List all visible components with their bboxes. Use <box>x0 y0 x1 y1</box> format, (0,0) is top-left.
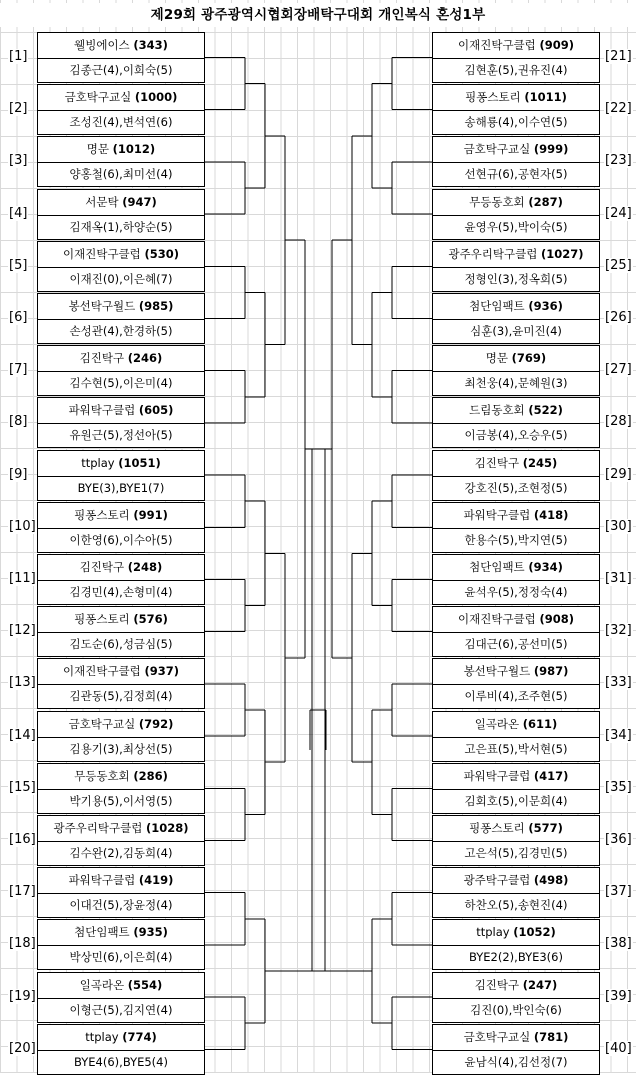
club-label: 무등동호회 <box>74 768 134 783</box>
club-label: 명문 <box>485 351 512 366</box>
entry-box <box>37 189 205 240</box>
club-name <box>433 137 599 162</box>
club-label: 파워탁구클럽 <box>68 403 139 418</box>
seed-label: [22] <box>605 101 632 117</box>
seed-label: [8] <box>9 414 28 430</box>
club-label: ttplay <box>81 455 119 470</box>
seed-label: [10] <box>9 518 36 534</box>
club-number: (937) <box>144 664 179 679</box>
club-label: 핑퐁스토리 <box>74 612 134 627</box>
seed-label: [34] <box>605 727 632 743</box>
entry-box <box>432 658 600 709</box>
seed-label: [39] <box>605 988 632 1004</box>
club-name <box>38 764 204 789</box>
entry-box <box>432 345 600 396</box>
club-number: (1051) <box>118 455 161 470</box>
player-names: 윤남식(4),김선정(7) <box>464 1054 568 1069</box>
club-number: (1027) <box>541 246 584 261</box>
entry-box <box>432 32 600 83</box>
club-name <box>38 659 204 684</box>
player-names: 한용수(5),박지연(5) <box>464 532 568 547</box>
club-name <box>433 503 599 528</box>
club-label: 일곡라온 <box>474 716 523 731</box>
club-label: 금호탁구교실 <box>64 90 135 105</box>
entry-box <box>37 658 205 709</box>
seed-label: [19] <box>9 988 36 1004</box>
club-label: 일곡라온 <box>79 977 128 992</box>
player-names: 고은석(5),김경민(5) <box>464 846 568 860</box>
club-label: 이재진탁구클럽 <box>458 612 540 627</box>
club-label: 금호탁구교실 <box>463 142 534 157</box>
club-number: (245) <box>522 455 558 470</box>
entry-box <box>432 293 600 344</box>
club-number: (343) <box>133 38 168 52</box>
club-number: (999) <box>533 142 569 157</box>
club-name <box>38 190 204 215</box>
club-name <box>433 294 599 319</box>
club-name <box>38 868 204 893</box>
club-label: 파워탁구클럽 <box>463 768 534 783</box>
club-name <box>433 764 599 789</box>
player-names: 김현훈(5),권유진(4) <box>464 63 568 77</box>
club-label: 드림동호회 <box>469 403 529 418</box>
player-names: 박상민(6),이은희(4) <box>69 950 173 965</box>
entry-box <box>432 84 600 135</box>
club-label: 핑퐁스토리 <box>465 90 525 105</box>
club-number: (987) <box>533 664 569 679</box>
seed-label: [35] <box>605 779 632 795</box>
entry-box <box>37 606 205 657</box>
club-name <box>433 607 599 632</box>
club-label: 김진탁구 <box>474 977 523 992</box>
entry-box <box>432 763 600 814</box>
entry-box <box>37 345 205 396</box>
club-number: (1011) <box>524 90 567 105</box>
club-name <box>38 1025 204 1050</box>
entry-box <box>37 711 205 762</box>
entry-box <box>432 867 600 918</box>
player-names: 이루비(4),조주현(5) <box>464 689 568 704</box>
entry-box <box>432 919 600 970</box>
club-name <box>38 451 204 476</box>
club-name <box>433 398 599 423</box>
entry-box <box>37 84 205 135</box>
club-name <box>38 346 204 371</box>
player-names: 손성관(4),한경하(5) <box>69 324 173 338</box>
club-number: (934) <box>528 560 563 574</box>
player-names: 이재진(0),이은혜(7) <box>69 271 173 286</box>
player-names: 김수현(5),이은미(4) <box>69 376 173 391</box>
seed-label: [37] <box>605 884 632 900</box>
club-label: ttplay <box>85 1029 123 1044</box>
seed-label: [16] <box>9 832 36 847</box>
club-label: 핑퐁스토리 <box>469 821 529 835</box>
club-label: 첨단임팩트 <box>469 560 529 574</box>
club-name <box>38 85 204 110</box>
club-number: (286) <box>133 768 168 783</box>
seed-label: [20] <box>9 1040 36 1056</box>
club-number: (611) <box>522 716 558 731</box>
seed-label: [29] <box>605 466 632 482</box>
club-name <box>433 816 599 841</box>
club-label: 핑퐁스토리 <box>74 507 134 522</box>
club-number: (1012) <box>112 142 156 157</box>
club-label: 금호탁구교실 <box>463 1029 534 1044</box>
club-number: (781) <box>533 1029 569 1044</box>
player-names: 최천웅(4),문혜원(3) <box>464 376 568 391</box>
club-name <box>433 33 599 58</box>
club-label: 광주우리탁구클럽 <box>448 246 541 261</box>
club-label: 김진탁구 <box>474 455 523 470</box>
club-number: (947) <box>122 194 157 209</box>
club-name <box>38 398 204 423</box>
seed-label: [15] <box>9 779 36 795</box>
seed-label: [3] <box>9 153 28 169</box>
player-names: BYE4(6),BYE5(4) <box>74 1054 168 1069</box>
entry-box <box>37 972 205 1023</box>
player-names: 강호진(5),조현정(5) <box>464 480 568 495</box>
player-names: 이금봉(4),오승우(5) <box>464 428 568 443</box>
entry-box <box>432 450 600 501</box>
club-number: (530) <box>144 246 179 261</box>
club-name <box>433 712 599 737</box>
player-names: 김용기(3),최상선(5) <box>69 741 173 756</box>
player-names: 이형근(5),김지연(4) <box>69 1002 173 1017</box>
seed-label: [7] <box>9 362 28 378</box>
player-names: 김대근(6),공선미(5) <box>464 637 568 652</box>
club-name <box>433 1025 599 1050</box>
seed-label: [4] <box>9 205 28 221</box>
entry-box <box>37 32 205 83</box>
player-names: 조성진(4),변석연(6) <box>69 115 173 130</box>
entry-box <box>37 502 205 553</box>
player-names: 윤영우(5),박이숙(5) <box>464 219 568 234</box>
seed-label: [9] <box>9 466 28 482</box>
seed-label: [2] <box>9 101 28 117</box>
entry-box <box>37 919 205 970</box>
club-name <box>38 712 204 737</box>
club-number: (1028) <box>146 821 189 835</box>
club-number: (522) <box>528 403 563 418</box>
player-names: 이한영(6),이수아(5) <box>69 532 173 547</box>
club-number: (774) <box>122 1029 157 1044</box>
club-number: (419) <box>138 873 174 888</box>
club-name <box>433 451 599 476</box>
seed-label: [32] <box>605 623 632 639</box>
club-number: (498) <box>533 873 569 888</box>
club-label: 파워탁구클럽 <box>463 507 534 522</box>
club-name <box>433 659 599 684</box>
seed-label: [1] <box>9 49 28 64</box>
entry-box <box>432 136 600 187</box>
club-label: 명문 <box>86 142 113 157</box>
club-label: 서문탁 <box>85 194 123 209</box>
club-name <box>433 555 599 580</box>
club-number: (909) <box>539 38 574 52</box>
club-number: (248) <box>127 560 163 574</box>
entry-box <box>37 554 205 605</box>
club-number: (287) <box>528 194 563 209</box>
club-name <box>38 920 204 945</box>
player-names: 고은표(5),박서현(5) <box>464 741 568 756</box>
player-names: 김관동(5),김정희(4) <box>69 689 173 704</box>
club-label: ttplay <box>476 925 514 940</box>
club-number: (935) <box>133 925 168 940</box>
club-label: 광주우리탁구클럽 <box>53 821 146 835</box>
seed-label: [36] <box>605 832 632 847</box>
entry-box <box>432 397 600 448</box>
seed-label: [26] <box>605 310 632 325</box>
club-label: 봉선탁구월드 <box>463 664 534 679</box>
player-names: 박기용(5),이서영(5) <box>69 793 173 808</box>
club-number: (246) <box>127 351 163 366</box>
seed-label: [28] <box>605 414 632 430</box>
entry-box <box>432 502 600 553</box>
entry-box <box>37 763 205 814</box>
club-label: 김진탁구 <box>79 560 128 574</box>
club-number: (247) <box>522 977 558 992</box>
club-number: (417) <box>533 768 569 783</box>
club-label: 금호탁구교실 <box>68 716 139 731</box>
entry-box <box>37 136 205 187</box>
club-number: (554) <box>127 977 163 992</box>
seed-label: [18] <box>9 936 36 952</box>
club-number: (418) <box>533 507 569 522</box>
player-names: 김경민(4),손형미(4) <box>69 585 173 599</box>
club-name <box>38 816 204 841</box>
entry-box <box>432 554 600 605</box>
player-names: 김종근(4),이희숙(5) <box>69 63 173 77</box>
player-names: 유원근(5),정선아(5) <box>69 428 173 443</box>
entry-box <box>37 397 205 448</box>
seed-label: [21] <box>605 49 632 64</box>
club-number: (1052) <box>513 925 556 940</box>
seed-label: [17] <box>9 884 36 900</box>
seed-label: [13] <box>9 675 36 691</box>
club-number: (991) <box>133 507 168 522</box>
club-name <box>38 294 204 319</box>
entry-box <box>37 241 205 292</box>
seed-label: [23] <box>605 153 632 169</box>
seed-label: [24] <box>605 205 632 221</box>
club-name <box>38 33 204 58</box>
club-label: 광주탁구클럽 <box>463 873 534 888</box>
player-names: 김도순(6),성금심(5) <box>69 637 173 652</box>
player-names: 이대건(5),장윤정(4) <box>69 898 173 913</box>
player-names: 김재옥(1),하양순(5) <box>69 219 173 234</box>
club-number: (577) <box>528 821 563 835</box>
club-number: (985) <box>138 299 174 313</box>
entry-box <box>432 606 600 657</box>
player-names: BYE2(2),BYE3(6) <box>469 950 563 965</box>
club-name <box>38 242 204 267</box>
entry-box <box>432 189 600 240</box>
seed-label: [30] <box>605 518 632 534</box>
entry-box <box>432 972 600 1023</box>
player-names: 선현규(6),공현자(5) <box>464 167 568 182</box>
club-name <box>38 137 204 162</box>
club-label: 웰빙에이스 <box>74 38 134 52</box>
player-names: 정형인(3),정옥희(5) <box>464 271 568 286</box>
club-name <box>433 868 599 893</box>
entry-box <box>432 711 600 762</box>
club-number: (576) <box>133 612 168 627</box>
club-label: 김진탁구 <box>79 351 128 366</box>
page-title: 제29회 광주광역시협회장배탁구대회 개인복식 혼성1부 <box>0 3 636 27</box>
club-number: (605) <box>138 403 174 418</box>
club-label: 첨단임팩트 <box>469 299 529 313</box>
club-number: (908) <box>539 612 574 627</box>
player-names: 윤석우(5),정정숙(4) <box>464 585 568 599</box>
seed-label: [12] <box>9 623 36 639</box>
player-names: 하찬오(5),송현진(4) <box>464 898 568 913</box>
seed-label: [40] <box>605 1040 632 1056</box>
player-names: 심훈(3),윤미진(4) <box>470 324 562 338</box>
entry-box <box>37 450 205 501</box>
club-name <box>38 555 204 580</box>
seed-label: [5] <box>9 257 28 273</box>
entry-box <box>37 293 205 344</box>
seed-label: [38] <box>605 936 632 952</box>
seed-label: [31] <box>605 571 632 586</box>
club-name <box>38 607 204 632</box>
entry-box <box>432 241 600 292</box>
club-name <box>433 242 599 267</box>
club-name <box>38 503 204 528</box>
seed-label: [11] <box>9 571 36 586</box>
club-name <box>433 346 599 371</box>
player-names: 김회호(5),이문희(4) <box>464 793 568 808</box>
player-names: 송해룡(4),이수연(5) <box>464 115 568 130</box>
entry-box <box>37 815 205 866</box>
club-number: (792) <box>138 716 174 731</box>
player-names: BYE(3),BYE1(7) <box>77 480 165 495</box>
entry-box <box>37 1024 205 1075</box>
entry-box <box>432 815 600 866</box>
entry-box <box>432 1024 600 1075</box>
player-names: 김수완(2),김동희(4) <box>69 846 173 860</box>
club-number: (769) <box>511 351 547 366</box>
seed-label: [25] <box>605 257 632 273</box>
club-number: (936) <box>528 299 563 313</box>
player-names: 양홍철(6),최미선(4) <box>69 167 173 182</box>
club-name <box>433 973 599 998</box>
seed-label: [33] <box>605 675 632 691</box>
club-name <box>38 973 204 998</box>
entry-box <box>37 867 205 918</box>
club-label: 첨단임팩트 <box>74 925 134 940</box>
club-label: 무등동호회 <box>469 194 529 209</box>
seed-label: [27] <box>605 362 632 378</box>
seed-label: [6] <box>9 310 28 325</box>
club-name <box>433 85 599 110</box>
club-label: 봉선탁구월드 <box>68 299 139 313</box>
player-names: 김진(0),박인숙(6) <box>470 1002 562 1017</box>
club-label: 이재진탁구클럽 <box>63 246 145 261</box>
seed-label: [14] <box>9 727 36 743</box>
club-label: 이재진탁구클럽 <box>63 664 145 679</box>
club-name <box>433 920 599 945</box>
club-label: 이재진탁구클럽 <box>458 38 540 52</box>
club-name <box>433 190 599 215</box>
club-number: (1000) <box>134 90 178 105</box>
club-label: 파워탁구클럽 <box>68 873 139 888</box>
